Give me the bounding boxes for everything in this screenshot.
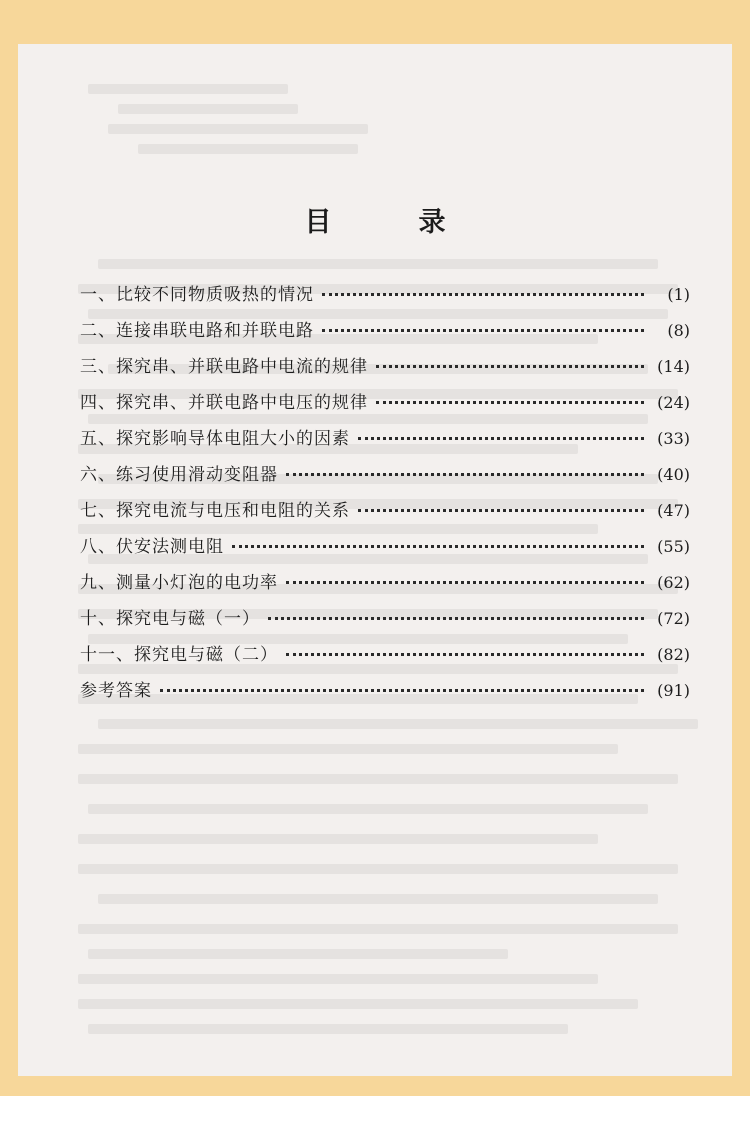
toc-entry-page: (72): [657, 609, 690, 628]
toc-leader-dots: [286, 581, 644, 584]
toc-entry-title: 十一、探究电与磁（二）: [80, 645, 278, 665]
toc-leader-dots: [322, 293, 644, 296]
toc-entry-page: (33): [657, 429, 690, 448]
toc-leader-dots: [286, 473, 644, 476]
toc-leader-dots: [376, 365, 644, 368]
bleed-through-line: [78, 744, 618, 754]
toc-entry-title: 一、比较不同物质吸热的情况: [80, 285, 314, 305]
toc-entry-page: (40): [657, 465, 690, 484]
bleed-through-line: [78, 864, 678, 874]
bleed-through-line: [78, 999, 638, 1009]
bleed-through-line: [78, 774, 678, 784]
toc-entry-page: (8): [667, 321, 690, 340]
toc-entry-page: (1): [667, 285, 690, 304]
book-page: [18, 44, 732, 1076]
toc-entry[interactable]: [80, 532, 690, 568]
toc-entry-page: (91): [657, 681, 690, 700]
toc-entry-page: (55): [657, 537, 690, 556]
bottom-margin: [0, 1096, 750, 1127]
toc-leader-dots: [322, 329, 644, 332]
toc-entry-title: 参考答案: [80, 681, 152, 701]
bleed-through-line: [78, 974, 598, 984]
bleed-through-line: [138, 144, 358, 154]
toc-entry[interactable]: [80, 316, 690, 352]
bleed-through-line: [108, 124, 368, 134]
toc-entry-title: 八、伏安法测电阻: [80, 537, 224, 557]
toc-leader-dots: [286, 653, 644, 656]
toc-entry-page: (62): [657, 573, 690, 592]
toc-entry-title: 九、测量小灯泡的电功率: [80, 573, 278, 593]
toc-entry[interactable]: [80, 280, 690, 316]
toc-leader-dots: [358, 509, 644, 512]
toc-leader-dots: [232, 545, 644, 548]
toc-entry[interactable]: [80, 676, 690, 712]
bleed-through-line: [98, 719, 698, 729]
toc-entry[interactable]: [80, 640, 690, 676]
page-title: 目 录: [304, 207, 476, 238]
bleed-through-line: [98, 259, 658, 269]
toc-entry[interactable]: [80, 496, 690, 532]
toc-entry[interactable]: [80, 604, 690, 640]
toc-entry-title: 六、练习使用滑动变阻器: [80, 465, 278, 485]
bleed-through-line: [118, 104, 298, 114]
toc-entry-title: 七、探究电流与电压和电阻的关系: [80, 501, 350, 521]
toc-entry[interactable]: [80, 568, 690, 604]
toc-entry-title: 二、连接串联电路和并联电路: [80, 321, 314, 341]
bleed-through-line: [78, 834, 598, 844]
toc-entry-page: (14): [657, 357, 690, 376]
bleed-through-line: [88, 1024, 568, 1034]
toc-entry-title: 五、探究影响导体电阻大小的因素: [80, 429, 350, 449]
toc-entry-page: (24): [657, 393, 690, 412]
toc-leader-dots: [376, 401, 644, 404]
toc-entry-page: (47): [657, 501, 690, 520]
toc-entry[interactable]: [80, 424, 690, 460]
toc-entry-title: 十、探究电与磁（一）: [80, 609, 260, 629]
bleed-through-line: [88, 949, 508, 959]
toc-entry[interactable]: [80, 352, 690, 388]
toc-leader-dots: [358, 437, 644, 440]
table-of-contents: [80, 280, 690, 712]
toc-entry[interactable]: [80, 460, 690, 496]
toc-entry[interactable]: [80, 388, 690, 424]
bleed-through-line: [98, 894, 658, 904]
bleed-through-line: [88, 84, 288, 94]
toc-entry-title: 四、探究串、并联电路中电压的规律: [80, 393, 368, 413]
toc-entry-page: (82): [657, 645, 690, 664]
toc-leader-dots: [160, 689, 644, 692]
bleed-through-line: [88, 804, 648, 814]
toc-leader-dots: [268, 617, 644, 620]
bleed-through-line: [78, 924, 678, 934]
toc-entry-title: 三、探究串、并联电路中电流的规律: [80, 357, 368, 377]
